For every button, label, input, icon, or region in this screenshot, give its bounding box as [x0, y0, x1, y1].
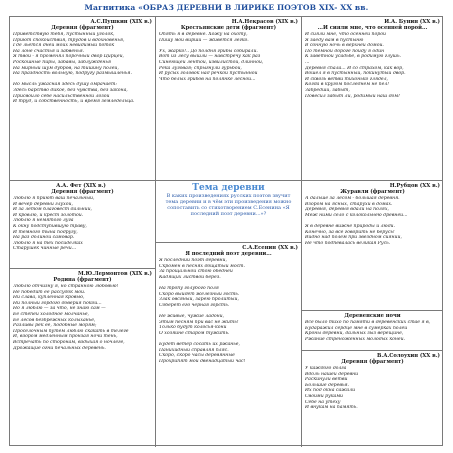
poem-line: Приют спокойствия, трудов и вдохновенья,: [13, 37, 125, 43]
poem-line: Я последний поэт деревни,: [159, 258, 227, 263]
poem-bunin: [302, 32, 443, 99]
poem-rubtsov: [302, 196, 443, 246]
poem-line: Разливы рек ее, подобные морям;: [13, 323, 97, 329]
poem-line: Ее лесов безбрежных колыханье,: [13, 317, 96, 323]
poem-line: ...: [305, 59, 310, 65]
poem-line: Кроны деревни, дальных зыз верещине,: [305, 331, 404, 337]
poem-line: Люблю я на тех посиделках: [13, 240, 83, 246]
poem-line: Здесь барство дикое, без чувства, без закона,: [13, 87, 128, 93]
poem-line: Встречать по сторонам, вздыхая о ночлеге,: [13, 339, 125, 345]
poem-line: К заветной усадьбе, в родимую глушь.: [305, 54, 401, 60]
poem-line: Не победит ее рассудок мой.: [13, 289, 86, 295]
author-rubtsov: Н.Рубцов (XX в.): [389, 183, 440, 189]
poem-line: Ржание стреноженных молодых коней.: [305, 336, 406, 342]
content-grid: [9, 16, 443, 446]
author-lermontov: М.Ю.Лермонтов (XIX в.): [78, 271, 152, 277]
subtitle-esenin: Я последний поэт деревни...: [185, 251, 272, 257]
poem-line: И вечер деревни глухой,: [13, 201, 73, 207]
poem-line: Я твой - я променял порочный двор Цирцей,: [13, 54, 125, 60]
poem-line: Забредши, забыт,: [305, 87, 350, 93]
poem-line: Дрожащие огни печальных деревень.: [13, 345, 106, 351]
poem-nekrasov: [156, 32, 301, 82]
poem-pushkin: [10, 32, 155, 105]
subtitle-fet: Деревня (фрагмент): [51, 189, 114, 195]
author-soloukhin: В.А.Солоухин (XX в.): [377, 353, 440, 359]
cell-lermontov: [10, 269, 156, 447]
poem-line: Пишу мои вирши — живется легко.: [159, 37, 249, 43]
poem-line: Но я люблю — за что, не знаю сам —: [13, 306, 106, 312]
author-nekrasov: Н.А.Некрасов (XIX в.): [231, 19, 298, 25]
poem-line: Будет ветер сосать их ржанье,: [159, 341, 240, 347]
cell-fet: [10, 181, 156, 269]
poem-line: О хозяине старом тужить.: [159, 330, 230, 336]
subtitle-lermontov: Родина (фрагмент): [53, 277, 112, 283]
poem-line: Своими руками: [305, 393, 343, 399]
poem-line: И, взором медленным пронзая ночи тень,: [13, 334, 118, 340]
topic-question: В каких произведениях русских поэтов звучит тема деревни и в чём эти произведения можно сопоставить со стихотворением С.Есенина «Я последний поэт деревни...»?: [165, 193, 292, 217]
cell-center-topic: [156, 181, 302, 243]
poem-line: И внукам на память.: [305, 405, 358, 411]
subtitle-soloukhin: Деревня (фрагмент): [341, 359, 404, 365]
poem-line: К окну подступившую траву,: [13, 223, 87, 229]
poem-line: Синеющей лентой, извилистой, длинной,: [159, 59, 264, 65]
poem-line: Когда в кругом последнем не пел!: [305, 82, 390, 88]
subtitle-rubtsov-nights: Деревенские ночи: [344, 313, 401, 319]
poem-line: Люблю я немятого луга: [13, 218, 74, 224]
poem-line: Ее степей холодное молчанье,: [13, 311, 90, 317]
poem-line: На мирный шум дубров, на тишину полей,: [13, 65, 119, 71]
poem-soloukhin: [302, 366, 443, 411]
subtitle-rubtsov: Журавли (фрагмент): [340, 189, 405, 195]
poem-line: Их под окна сажали: [305, 388, 356, 394]
poem-line: Что белых грибов на полянке лесной...: [159, 76, 256, 82]
poem-line: Я в деревне вижне природы и люди.: [305, 223, 395, 229]
poem-line: Только будут колосья-кони: [159, 325, 227, 331]
poem-line: Этим песням при вас не жить!: [159, 319, 239, 325]
poem-line: Раскинули ветви: [305, 377, 348, 383]
poem-line: Ни полный гордого доверия покой...: [13, 300, 102, 306]
poem-line: И труд, и собственность, и время земледельца.: [13, 99, 135, 105]
poem-line: У каждого долга: [305, 366, 347, 371]
author-bunin: И.А. Бунин (XX в.): [384, 19, 440, 25]
poem-line: Вот из лесу вышли — навстречу как раз: [159, 54, 261, 60]
poem-line: На тропу голубого поля: [159, 285, 219, 291]
poem-line: Но мысль ужасная здесь душу омрачает:: [13, 82, 117, 88]
poem-line: Взором на ясных, старухи в домах.: [305, 201, 393, 207]
poem-line: Конечно, за всё говорить не берусь!: [305, 229, 395, 235]
poem-line: Роскошные пиры, забавы, заблужденья: [13, 59, 111, 65]
subtitle-pushkin: Деревня (фрагмент): [51, 25, 114, 31]
poem-line: Все было тихо по памяти в деревенских стае я в,: [305, 320, 431, 325]
poem-esenin: [156, 258, 301, 364]
poem-line: Видно над полем при звездном сиянии,: [305, 235, 402, 241]
subtitle-bunin: ...И сияли мне, что осенней порой...: [317, 25, 428, 31]
poem-line: Соберет его черная горсть.: [159, 302, 230, 308]
author-pushkin: А.С.Пушкин (XIX в.): [90, 19, 152, 25]
poem-line: Кадящих листвой берез.: [159, 274, 221, 280]
poem-line: Скромен в песнях дощатый мост.: [159, 263, 245, 269]
poem-line: Ух, жарко!.. До полдня грибы собирали.: [159, 48, 258, 54]
poem-rubtsov-nights: [302, 320, 443, 342]
poem-line: И русых головок над речкой пустынной: [159, 71, 258, 77]
poem-line: А дальше за лесом - большая деревня.: [305, 196, 400, 201]
poem-line: Не живые, чужие ладони,: [159, 313, 225, 319]
poem-line: За прощальной стою обедней: [159, 269, 233, 275]
poem-line: Не что подпевалась великая Русь.: [305, 240, 391, 246]
poem-line: На праздность вольную, подругу размышленья.: [13, 71, 132, 77]
poem-line: И сияли мне, что осенней порой: [305, 32, 386, 37]
poem-line: Скоро выйдет железный гость.: [159, 291, 240, 297]
poem-line: Вдоль нашей деревни: [305, 371, 359, 377]
poem-line: И за летом благовест дальний,: [13, 207, 93, 213]
poem-line: Старушек чинные речи...: [13, 246, 77, 252]
poem-line: Приветствую тебя, пустынный уголок,: [13, 32, 115, 37]
poem-lermontov: [10, 284, 155, 351]
poem-line: Повесил забыт ли, родимый наш дом!: [305, 93, 400, 99]
poem-line: Меж ними село с колокольнею древней...: [305, 212, 408, 218]
page-title: Магнитика «ОБРАЗ ДЕРЕВНИ В ЛИРИКЕ ПОЭТОВ XIX- XX вв.: [84, 3, 369, 12]
poem-line: Ни слава, купленная кровью,: [13, 295, 85, 301]
poem-line: Присвоило себе насильственной лозой: [13, 93, 110, 99]
cell-rubtsov: [302, 181, 443, 311]
poem-line: И сквозь ветви тихонько глядел,: [305, 76, 388, 82]
poem-line: На лоне счастья и забвенья.: [13, 48, 85, 54]
poem-fet: [10, 196, 155, 252]
author-fet: А.А. Фет (XIX в.): [56, 183, 106, 189]
subtitle-nekrasov: Крестьянские дети (фрагмент): [180, 25, 277, 31]
cell-bunin: [302, 17, 443, 181]
topic-heading: Тема деревни: [192, 183, 265, 193]
author-esenin: С.А.Есенин (XX в.): [242, 245, 298, 251]
poem-line: Я заеду вам в пустыню: [305, 37, 364, 43]
poem-line: Люблю я приют ваш печальный,: [13, 196, 95, 201]
poem-line: Люблю отчизну я, но странною любовью!: [13, 284, 119, 289]
poem-line: Бударажил сердце мне в сумерках полей: [305, 325, 408, 331]
poem-line: Деревня, деревня вдали на полях,: [305, 207, 389, 213]
poem-line: В сонную ночь в верхней домой.: [305, 43, 384, 49]
cell-esenin: [156, 243, 302, 447]
poem-line: По тёмной дороге пойду я один: [305, 48, 385, 54]
poem-line: И темного тына подругу,: [13, 229, 78, 235]
cell-nekrasov: [156, 17, 302, 181]
cell-rubtsov-nights: [302, 311, 443, 351]
poem-line: Себе на утеху: [305, 399, 341, 405]
poem-line: Большие деревья.: [305, 382, 350, 388]
poem-line: Панихидный справляя пляс.: [159, 347, 229, 353]
poem-line: Река луговая; спрыгнули гурьбой,: [159, 65, 242, 71]
poem-line: Где льется дней моих невидимый поток: [13, 43, 115, 49]
poem-line: Вошёл я в пустынный, покинутый двор.: [305, 71, 406, 77]
cell-pushkin: [10, 17, 156, 181]
poem-line: На раз долиной самовар.: [13, 235, 75, 241]
poem-line: Прохрипят мой двенадцатый час!: [159, 358, 246, 364]
poem-line: Деревня спала... И со страхом, как вор,: [305, 65, 404, 71]
poem-line: Проселочным путем люблю скакать в телеге: [13, 328, 129, 334]
poem-line: И кровлю, и крест золотой.: [13, 212, 84, 218]
poem-line: Скоро, скоро часы деревянные: [159, 353, 235, 359]
poem-line: Злак овсяный, зарею пролитый,: [159, 297, 239, 303]
cell-soloukhin: [302, 351, 443, 447]
poem-line: Опять я в деревне. Хожу на охоту,: [159, 32, 248, 37]
